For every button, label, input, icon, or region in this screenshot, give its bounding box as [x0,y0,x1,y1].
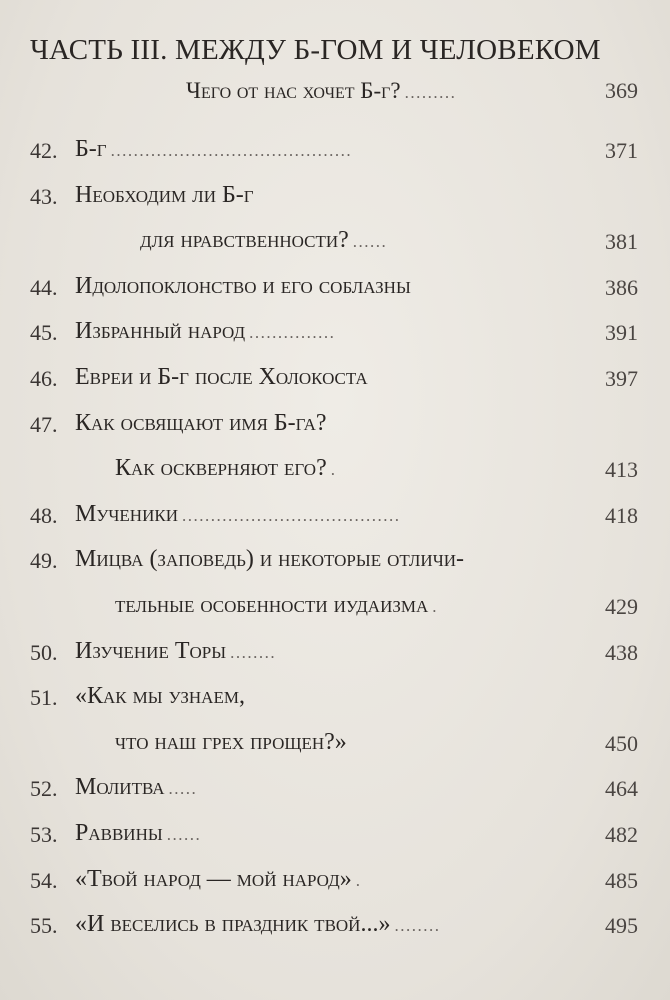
part-subtitle-line [186,78,638,104]
leader-dots: . [355,870,362,890]
entry-number: 46. [30,366,58,391]
toc-entry-line [0,725,670,769]
part-heading: ЧАСТЬ III. МЕЖДУ Б-ГОМ И ЧЕЛОВЕКОМ [30,34,601,66]
entry-title-line [75,182,254,209]
entry-number: 44. [30,274,58,300]
entry-title-line [115,455,336,482]
page-number: 485 [605,867,638,893]
toc-entry-line [0,862,670,906]
entry-title-line [75,911,440,938]
entry-number: 48. [30,502,58,528]
entry-title-line [115,592,438,619]
entry-title: Раввины [75,820,163,846]
entry-number: 50. [30,639,58,665]
leader-dots: ...... [352,232,388,252]
toc-entry-line [0,497,670,541]
toc-entry-line [0,269,670,313]
entry-number: 45. [30,320,58,346]
entry-title-line [75,683,245,710]
entry-title-line [75,774,197,801]
entry-number: 53. [30,822,58,847]
page-number: 464 [605,776,638,802]
entry-title-line [75,410,327,437]
entry-number: 52. [30,776,58,802]
toc-entry-line [0,907,670,951]
entry-title: Идолопоклонство и его соблазны [75,272,411,299]
entry-number: 42. [30,138,58,163]
toc-entry-line [0,770,670,814]
entry-title: Б-г [75,136,107,162]
toc-entry-line [0,314,670,358]
entry-title-line [75,638,276,665]
entry-title: Евреи и Б-г после Холокоста [75,364,368,390]
toc-entry-line [0,360,670,404]
toc-entry-line [0,451,670,495]
entry-title: для нравственности? [140,227,349,254]
leader-dots: ..... [168,779,198,799]
entry-title-line [75,501,400,528]
entry-title: Необходим ли Б-г [75,181,254,208]
page-number: 386 [605,274,638,300]
entry-title: «И веселись в праздник твой...» [75,911,391,938]
entry-title: «Как мы узнаем, [75,683,245,710]
toc-entry-line [0,816,670,860]
entry-title-line [75,273,411,300]
entry-title-line [140,227,387,254]
leader-dots: . [432,597,439,616]
leader-dots: ...................................... [181,505,401,525]
entry-title-line [115,729,347,756]
entry-title: Избранный народ [75,318,246,345]
page-number: 369 [605,78,638,103]
page-number: 482 [605,822,638,847]
entry-title: Мученики [75,500,178,527]
entry-number: 49. [30,548,58,574]
leader-dots: ......... [404,83,457,102]
leader-dots: ...... [166,825,202,844]
entry-number: 43. [30,183,58,209]
toc-entry-line [0,679,670,723]
page-number: 438 [605,639,638,665]
entry-number: 54. [30,867,58,893]
page-number: 391 [605,320,638,346]
page-number: 413 [605,457,638,483]
leader-dots: ........ [230,642,277,662]
part-subtitle: Чего от нас хочет Б-г? [186,78,401,103]
page-number: 397 [605,366,638,391]
toc-entry-line [0,223,670,267]
entry-number: 47. [30,411,58,437]
toc-entry-line [0,406,670,450]
entry-title-line [75,364,368,391]
entry-title: Как оскверняют его? [115,455,327,482]
leader-dots: .......................................... [110,141,353,160]
toc-entry-line [0,132,670,176]
entry-title-line [75,866,361,893]
entry-number: 51. [30,685,58,711]
entry-title: Молитва [75,774,165,801]
entry-title: тельные особенности иудаизма [115,592,429,618]
toc-entry-line [0,634,670,678]
entry-title: Мицва (заповедь) и некоторые отличи- [75,546,465,573]
page-number: 371 [605,138,638,163]
entry-title-line [75,318,335,345]
entry-title: «Твой народ — мой народ» [75,865,352,892]
page-number: 495 [605,913,638,939]
entry-title-line [75,546,464,573]
page-number: 418 [605,502,638,528]
toc-entry-line [0,542,670,586]
page-number: 429 [605,594,638,619]
entry-title: что наш грех прощен?» [115,728,347,755]
entry-number: 55. [30,913,58,939]
page-number: 450 [605,730,638,756]
toc-entry-line [0,178,670,222]
entry-title: Изучение Торы [75,637,227,664]
toc-entry-line [0,588,670,632]
entry-title: Как освящают имя Б-га? [75,409,327,436]
leader-dots: ........ [394,916,441,936]
leader-dots: . [330,460,337,480]
page-number: 381 [605,229,638,255]
leader-dots: ............... [249,323,336,343]
entry-title-line [75,820,201,847]
entry-title-line [75,136,352,163]
